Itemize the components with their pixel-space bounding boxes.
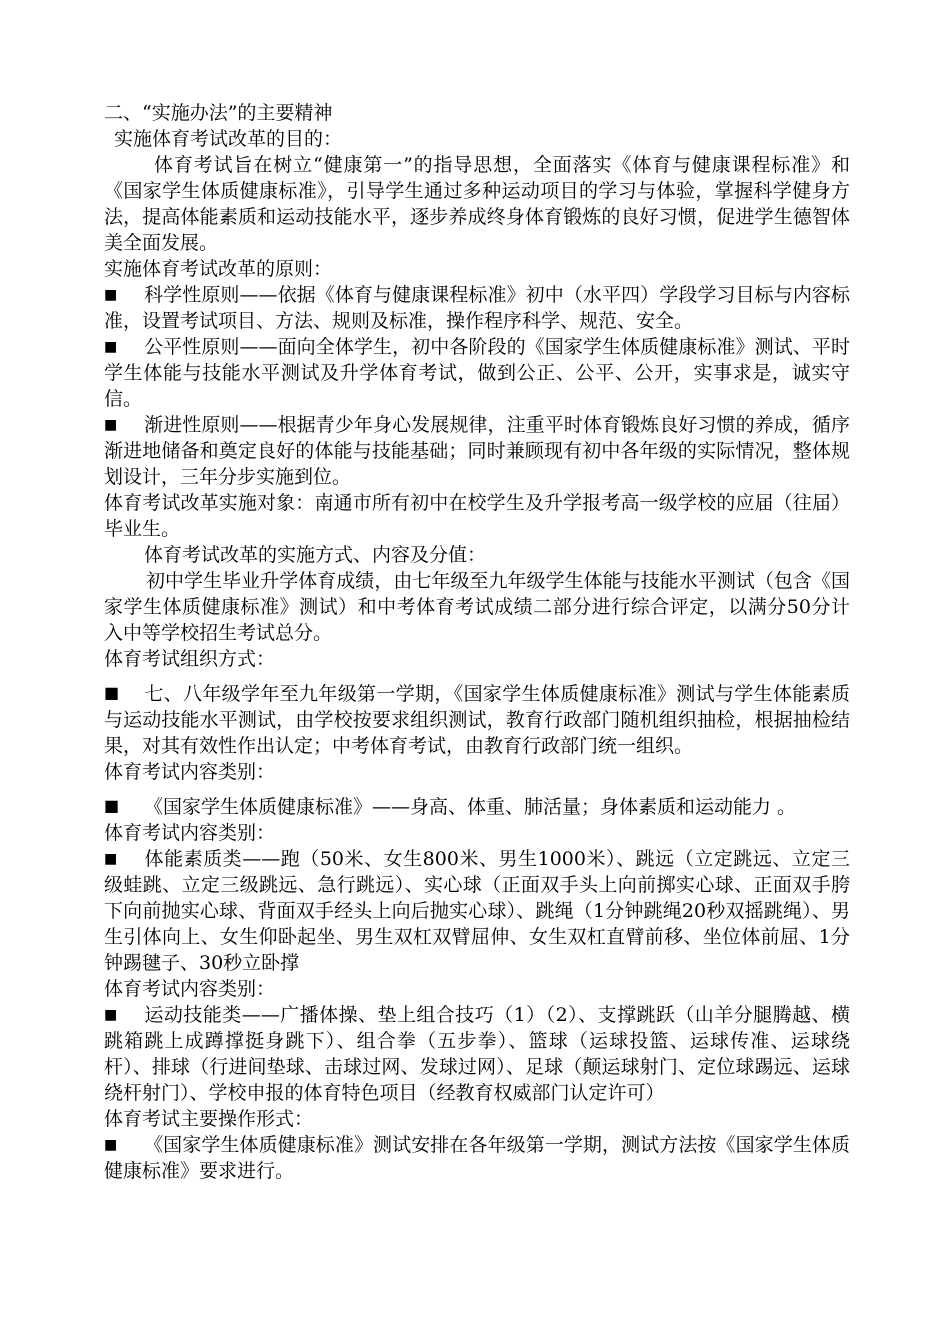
content-item-skills [104,1002,850,1106]
content-item-fitness [104,846,850,976]
organization-item [104,680,850,759]
principle-item-scientific [104,282,850,334]
bullet-square-icon: ■ [104,287,118,303]
bullet-square-icon: ■ [104,339,118,355]
method-title: 体育考试改革的实施方式、内容及分值： [144,544,487,566]
operation-text: 《国家学生体质健康标准》测试安排在各年级第一学期，测试方法按《国家学生体质健康标准》要求进行。 [104,1134,850,1182]
bullet-square-icon: ■ [104,796,120,815]
content-item-health-standard [104,793,850,820]
content-title-2: 体育考试内容类别： [104,822,276,844]
principle-text: 科学性原则——依据《体育与健康课程标准》初中（水平四）学段学习目标与内容标准，设置考试项目、方法、规则及标准，操作程序科学、规范、安全。 [104,284,850,332]
principle-item-gradual [104,412,850,490]
bullet-square-icon: ■ [104,1007,118,1023]
content-text: 《国家学生体质健康标准》——身高、体重、肺活量；身体素质和运动能力 。 [144,796,797,818]
content-text: 运动技能类——广播体操、垫上组合技巧（1）（2）、支撑跳跃（山羊分腿腾越、横跳箱跳上成蹲撑挺身跳下）、组合拳（五步拳）、篮球（运球投篮、运球传准、运球绕杆）、排球（行进间垫球、击球过网、发球过网）、足球（颠运球射门、定位球踢远、运球绕杆射门）、学校申报的体育特色项目（经教育权威部门认定许可） [104,1004,850,1104]
method-text: 初中学生毕业升学体育成绩，由七年级至九年级学生体能与技能水平测试（包含《国家学生体质健康标准》测试）和中考体育考试成绩二部分进行综合评定，以满分50分计入中等学校招生考试总分。 [104,570,850,644]
content-text: 体能素质类——跑（50米、女生800米、男生1000米）、跳远（立定跳远、立定三级蛙跳、立定三级跳远、急行跳远）、实心球（正面双手头上向前掷实心球、正面双手胯下向前抛实心球、背面双手经头上向后抛实心球）、跳绳（1分钟跳绳20秒双摇跳绳）、男生引体向上、女生仰卧起坐、男生双杠双臂屈伸、女生双杠直臂前移、坐位体前屈、1分钟踢毽子、30秒立卧撑 [104,848,850,974]
principle-text: 公平性原则——面向全体学生，初中各阶段的《国家学生体质健康标准》测试、平时学生体能与技能水平测试及升学体育考试，做到公正、公平、公开，实事求是，诚实守信。 [104,336,850,410]
bullet-square-icon: ■ [104,417,118,433]
content-title-3: 体育考试内容类别： [104,978,276,1000]
section-heading: 二、“实施办法”的主要精神 [104,102,333,124]
bullet-square-icon: ■ [104,1137,118,1153]
operation-item [104,1132,850,1184]
bullet-square-icon: ■ [104,851,118,867]
principle-text: 渐进性原则——根据青少年身心发展规律，注重平时体育锻炼良好习惯的养成，循序渐进地储备和奠定良好的体能与技能基础；同时兼顾现有初中各年级的实际情况，整体规划设计，三年分步实施到位。 [104,414,850,488]
organization-title: 体育考试组织方式： [104,648,276,670]
organization-text: 七、八年级学年至九年级第一学期，《国家学生体质健康标准》测试与学生体能素质与运动技能水平测试，由学校按要求组织测试，教育行政部门随机组织抽检，根据抽检结果，对其有效性作出认定；中考体育考试，由教育行政部门统一组织。 [104,683,850,757]
principle-item-fairness [104,334,850,412]
principles-title: 实施体育考试改革的原则： [104,258,333,280]
purpose-text: 体育考试旨在树立“健康第一”的指导思想，全面落实《体育与健康课程标准》和《国家学生体质健康标准》，引导学生通过多种运动项目的学习与体验，掌握科学健身方法，提高体能素质和运动技能水平，逐步养成终身体育锻炼的良好习惯，促进学生德智体美全面发展。 [104,154,850,254]
target-text: 体育考试改革实施对象：南通市所有初中在校学生及升学报考高一级学校的应届（往届）毕业生。 [104,492,850,540]
document-body [104,100,850,1184]
content-title-1: 体育考试内容类别： [104,761,276,783]
operation-title: 体育考试主要操作形式： [104,1108,314,1130]
bullet-square-icon: ■ [104,683,120,702]
purpose-title: 实施体育考试改革的目的： [114,128,343,150]
